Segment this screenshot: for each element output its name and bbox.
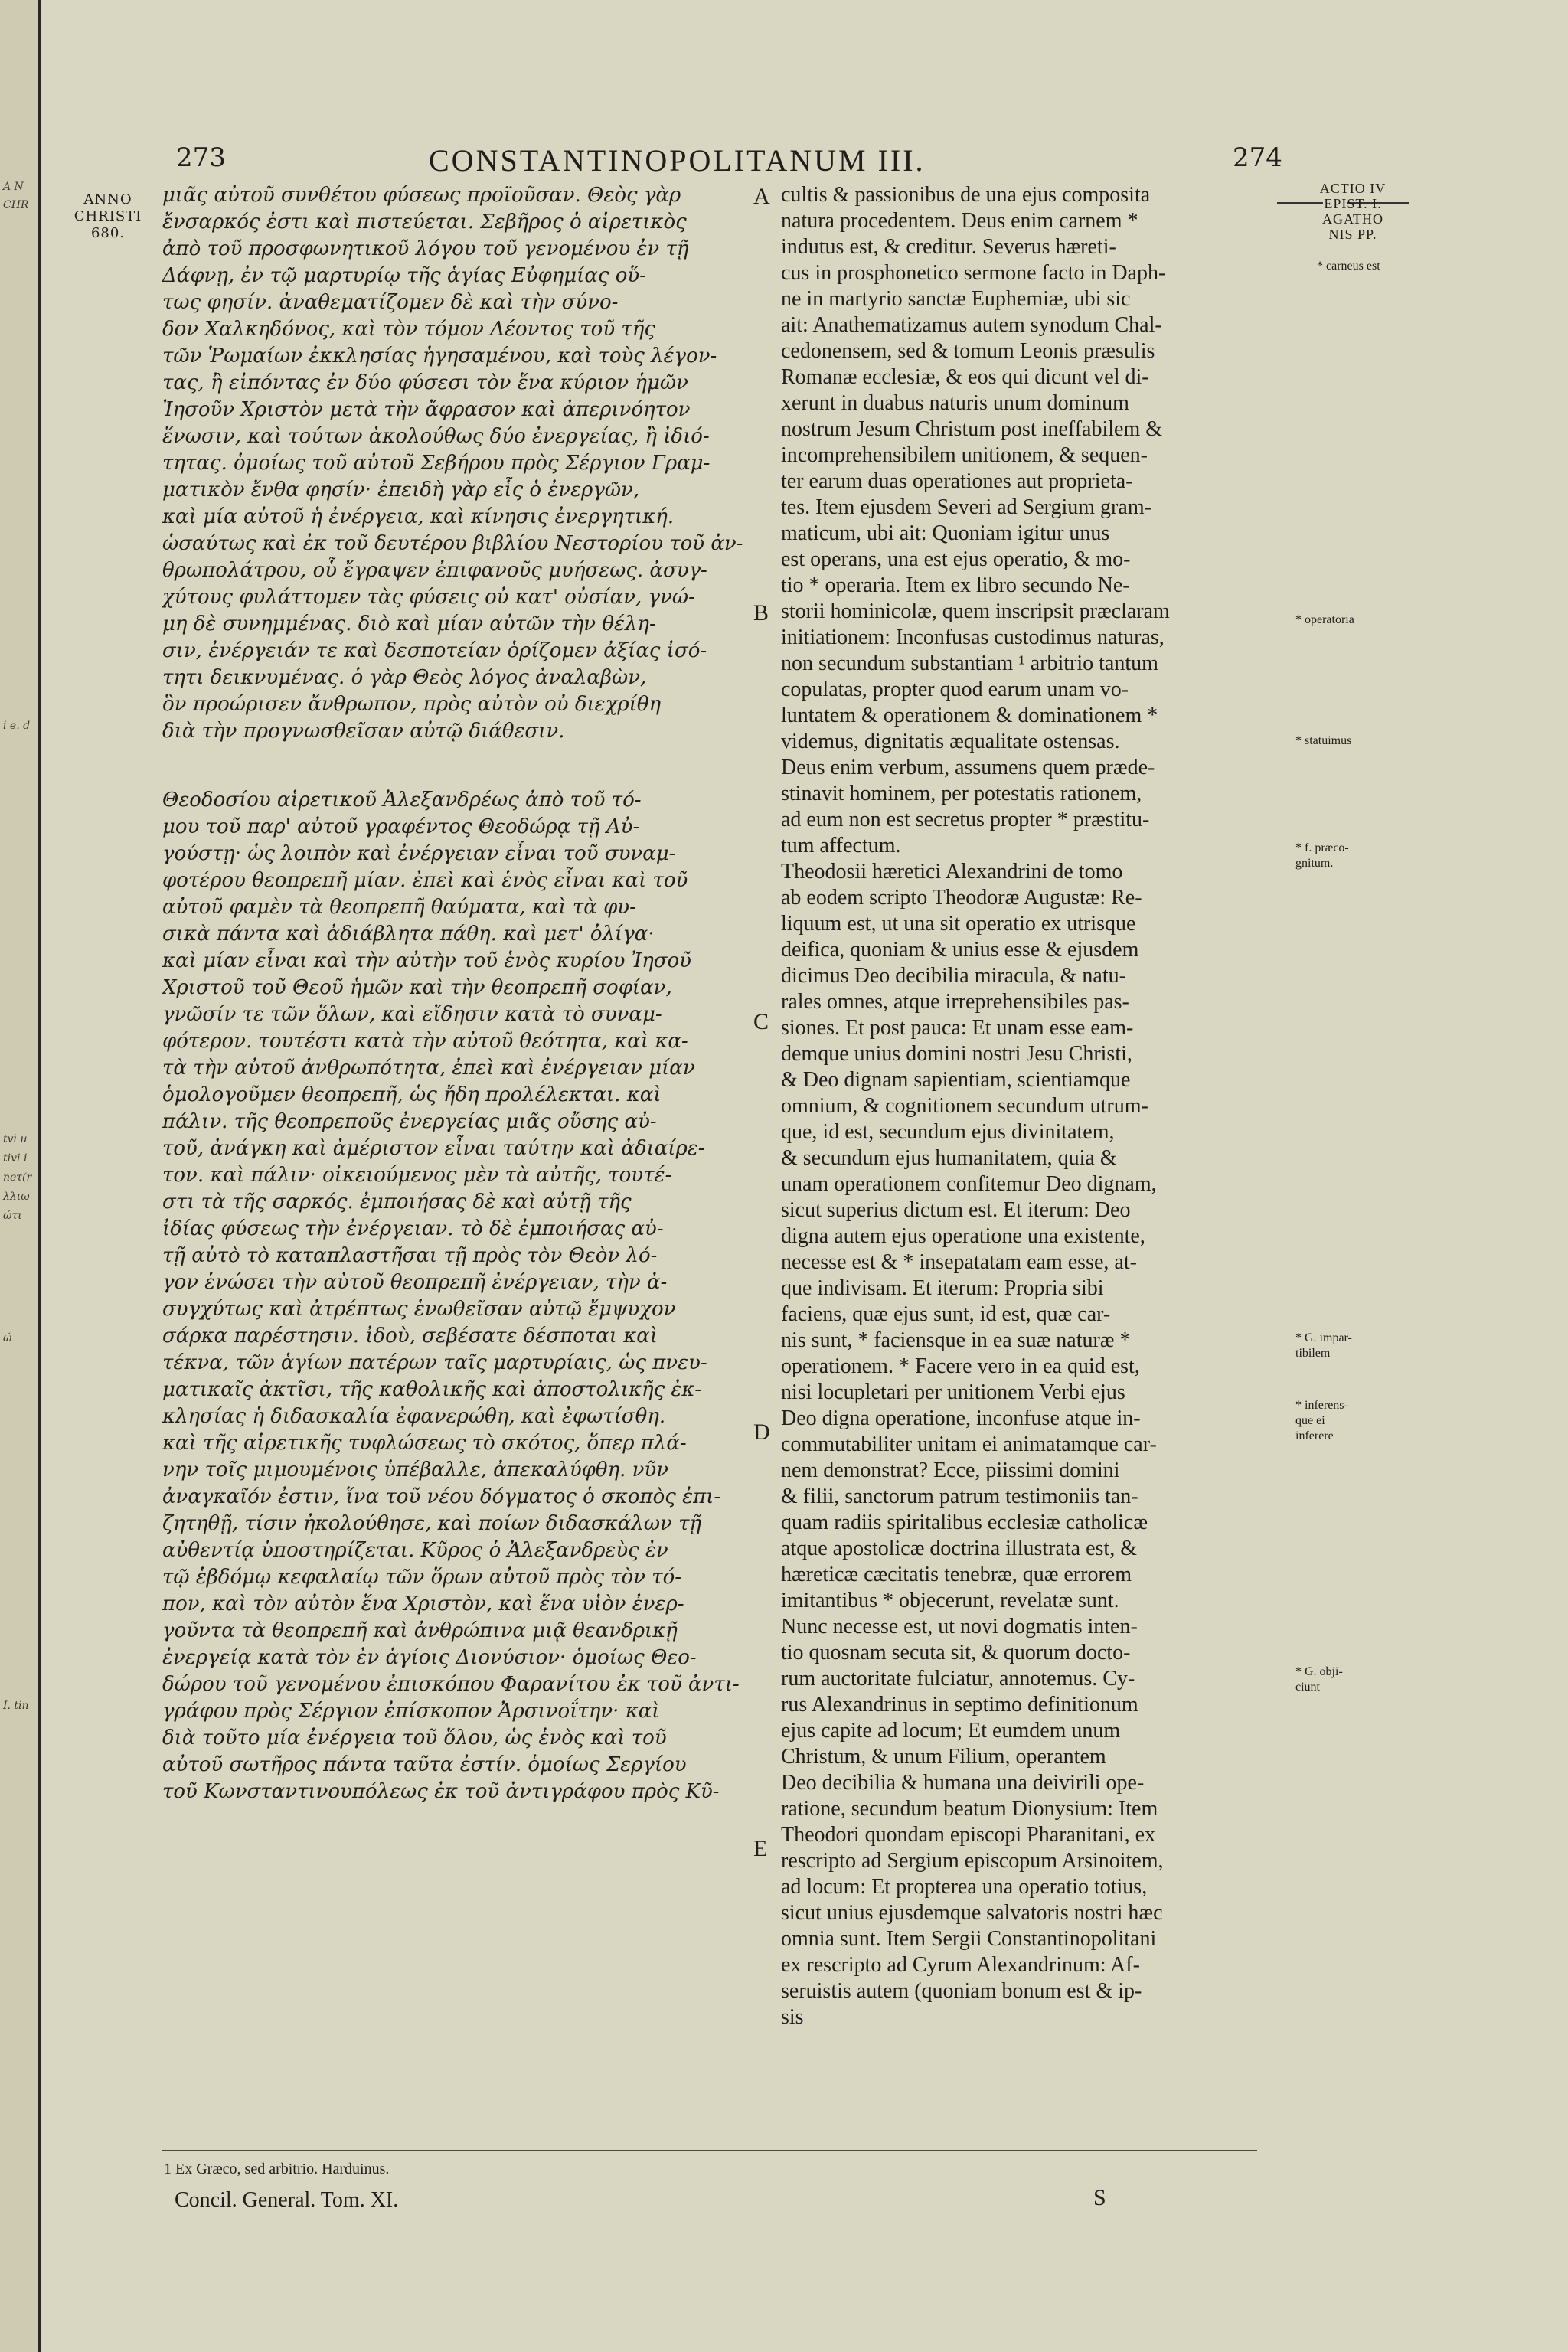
text-line: indutus est, & creditur. Severus hæreti-	[781, 235, 1116, 259]
text-line: ματικαῖς ἀκτῖσι, τῆς καθολικῆς καὶ ἀποστολικῆς ἐκ-	[162, 1378, 702, 1401]
page-number-right: 274	[1233, 142, 1282, 173]
text-line: non secundum substantiam ¹ arbitrio tantum	[781, 652, 1158, 675]
text-line: σάρκα παρέστησιν. ἰδοὺ, σεβέσατε δέσποται καὶ	[162, 1325, 658, 1348]
text-line: γνῶσίν τε τῶν ὅλων, καὶ εἴδησιν κατὰ τὸ συναμ-	[162, 1003, 662, 1026]
text-line: rescripto ad Sergium episcopum Arsinoitem,	[781, 1849, 1164, 1873]
text-line: videmus, dignitatis æqualitate ostensas.	[781, 730, 1120, 753]
text-line: Θεοδοσίου αἱρετικοῦ Ἀλεξανδρέως ἀπὸ τοῦ τό-	[162, 789, 642, 812]
page-number-left: 273	[176, 142, 226, 173]
text-line: γράφου πρὸς Σέργιον ἐπίσκοπον Ἀρσινοΐτην· καὶ	[162, 1700, 660, 1723]
text-line: atque apostolicæ doctrina illustrata est, &	[781, 1537, 1137, 1560]
text-line: omnium, & cognitionem secundum utrum-	[781, 1094, 1148, 1118]
text-line: copulatas, propter quod earum unam vo-	[781, 678, 1129, 701]
text-line: tio quosnam secuta sit, & quorum docto-	[781, 1641, 1131, 1664]
text-line: & secundum ejus humanitatem, quia &	[781, 1146, 1117, 1170]
text-line: rum auctoritate fulciatur, annotemus. Cy-	[781, 1667, 1135, 1690]
text-line: διὰ τοῦτο μία ἐνέργεια τοῦ ὅλου, ὡς ἑνὸς καὶ τοῦ	[162, 1726, 667, 1749]
margin-actio	[1295, 181, 1410, 242]
text-line: stinavit hominem, per potestatis rationem,	[781, 782, 1142, 805]
text-line: ἀναγκαῖόν ἐστιν, ἵνα τοῦ νέου δόγματος ὁ σκοπὸς ἐπι-	[162, 1485, 721, 1508]
text-line: nem demonstrat? Ecce, piissimi domini	[781, 1459, 1120, 1482]
running-title: CONSTANTINOPOLITANUM III.	[429, 143, 926, 178]
actio-line: NIS PP.	[1328, 227, 1377, 242]
text-line: necesse est & * insepatatam eam esse, at-	[781, 1250, 1137, 1274]
signature-line: Concil. General. Tom. XI.	[175, 2188, 399, 2212]
text-line: tio * operaria. Item ex libro secundo Ne-	[781, 573, 1130, 597]
text-line: que, id est, secundum ejus divinitatem,	[781, 1120, 1115, 1144]
text-line: tes. Item ejusdem Severi ad Sergium gram-	[781, 495, 1152, 519]
year-label: 680.	[90, 225, 126, 241]
page-header	[168, 142, 1282, 181]
text-line: digna autem ejus operatione una existente,	[781, 1224, 1145, 1248]
section-marker-e: E	[753, 1836, 768, 1861]
text-line: Christum, & unum Filium, operantem	[781, 1745, 1106, 1769]
text-line: τῇ αὐτὸ τὸ καταπλαστῆσαι τῇ πρὸς τὸν Θεὸν λό-	[162, 1244, 658, 1267]
text-line: Deo digna operatione, inconfuse atque in-	[781, 1406, 1141, 1430]
actio-line: EPIST. I.	[1324, 196, 1382, 211]
text-line: dicimus Deo decibilia miracula, & natu-	[781, 964, 1126, 988]
prev-fragment: ώ	[3, 1332, 12, 1344]
signature-letter: S	[1093, 2185, 1106, 2210]
text-line: ait: Anathematizamus autem synodum Chal-	[781, 313, 1162, 337]
section-marker-c: C	[753, 1009, 769, 1034]
text-line: & filii, sanctorum patrum testimoniis tan-	[781, 1485, 1138, 1508]
text-line: τοῦ, ἀνάγκη καὶ ἀμέριστον εἶναι ταύτην καὶ ἀδιαίρε-	[162, 1137, 705, 1160]
text-line: Deo decibilia & humana una deivirili ope-	[781, 1771, 1145, 1795]
text-line: xerunt in duabus naturis unum dominum	[781, 391, 1129, 415]
prev-fragment: tvi u	[3, 1133, 28, 1145]
prev-fragment: tivi i	[3, 1152, 28, 1165]
text-line: cedonensem, sed & tomum Leonis præsulis	[781, 339, 1155, 363]
text-line: Romanæ ecclesiæ, & eos qui dicunt vel di-	[781, 365, 1149, 389]
text-line: καὶ μία αὐτοῦ ἡ ἐνέργεια, καὶ κίνησις ἐνεργητική.	[162, 505, 675, 528]
text-line: συγχύτως καὶ ἀτρέπτως ἑνωθεῖσαν αὐτῷ ἔμψυχον	[162, 1298, 676, 1321]
text-line: cultis & passionibus de una ejus composita	[781, 183, 1151, 207]
text-line: γοῦντα τὰ θεοπρεπῆ καὶ ἀνθρώπινα μιᾷ θεανδρικῇ	[162, 1619, 678, 1642]
text-line: ματικὸν ἔνθα φησίν· ἐπειδὴ γὰρ εἷς ὁ ἐνεργῶν,	[162, 479, 640, 501]
text-line: ἰδίας φύσεως τὴν ἐνέργειαν. τὸ δὲ ἐμποιήσας αὐ-	[162, 1217, 664, 1240]
text-line: est operans, una est ejus operatio, & mo-	[781, 547, 1131, 571]
text-line: μη δὲ συνημμένας. διὸ καὶ μίαν αὐτῶν τὴν θέλη-	[162, 612, 656, 635]
text-line: cus in prosphonetico sermone facto in Daph-	[781, 261, 1166, 285]
prev-fragment: neτ(r	[3, 1171, 32, 1184]
text-line: hæreticæ cæcitatis tenebræ, quæ errorem	[781, 1563, 1132, 1586]
text-line: κλησίας ἡ διδασκαλία ἐφανερώθη, καὶ ἐφωτίσθη.	[162, 1405, 666, 1428]
text-line: ter earum duas operationes aut proprieta-	[781, 469, 1133, 493]
greek-column	[162, 182, 767, 1805]
text-line: γον ἑνώσει τὴν αὐτοῦ θεοπρεπῆ ἐνέργειαν, τὴν ἀ-	[162, 1271, 668, 1294]
text-line: νην τοῖς μιμουμένοις ὑπέβαλλε, ἀπεκαλύφθη. νῦν	[162, 1459, 669, 1481]
prev-fragment: A N	[3, 181, 24, 193]
text-line: storii hominicolæ, quem inscripsit præclaram	[781, 599, 1170, 623]
footnote: 1 Ex Græco, sed arbitrio. Harduinus.	[164, 2161, 390, 2177]
margin-note-operatoria: * operatoria	[1295, 613, 1354, 626]
margin-note-objiciunt: * G. obji-ciunt	[1295, 1665, 1343, 1694]
text-line: Δάφνῃ, ἐν τῷ μαρτυρίῳ τῆς ἁγίας Εὐφημίας οὕ-	[162, 264, 646, 287]
text-line: quam radiis spiritalibus ecclesiæ catholicæ	[781, 1511, 1148, 1534]
text-line: ex rescripto ad Cyrum Alexandrinum: Af-	[781, 1953, 1140, 1977]
text-line: natura procedentem. Deus enim carnem *	[781, 209, 1138, 233]
text-line: Χριστοῦ τοῦ Θεοῦ ἡμῶν καὶ τὴν θεοπρεπῆ σοφίαν,	[162, 976, 672, 999]
text-line: μου τοῦ παρ' αὐτοῦ γραφέντος Θεοδώρᾳ τῇ Αὐ-	[162, 815, 640, 838]
text-line: nostrum Jesum Christum post ineffabilem &	[781, 417, 1163, 441]
text-line: θρωπολάτρου, οὗ ἔγραψεν ἐπιφανοῦς μυήσεως. ἀσυγ-	[162, 559, 707, 582]
text-line: τον. καὶ πάλιν· οἰκειούμενος μὲν τὰ αὐτῆς, τουτέ-	[162, 1164, 672, 1187]
section-marker-d: D	[753, 1419, 770, 1445]
text-line: ἕνωσιν, καὶ τούτων ἀκολούθως δύο ἐνεργείας, ἢ ἰδιό-	[162, 425, 710, 448]
text-line: τητας. ὁμοίως τοῦ αὐτοῦ Σεβήρου πρὸς Σέργιον Γραμ-	[162, 452, 710, 475]
latin-column	[781, 182, 1271, 2030]
text-line: incomprehensibilem unitionem, & sequen-	[781, 443, 1148, 467]
text-line: στι τὰ τῆς σαρκός. ἐμποιήσας δὲ καὶ αὐτῇ τῆς	[162, 1191, 632, 1214]
text-line: & Deo dignam sapientiam, scientiamque	[781, 1068, 1131, 1092]
text-line: que indivisam. Et iterum: Propria sibi	[781, 1276, 1104, 1300]
text-line: γούστῃ· ὡς λοιπὸν καὶ ἐνέργειαν εἶναι τοῦ συναμ-	[162, 842, 676, 865]
text-line: τὰ τὴν αὐτοῦ ἀνθρωπότητα, ἐπεὶ καὶ ἐνέργειαν μίαν	[162, 1057, 695, 1080]
text-line: πον, καὶ τὸν αὐτὸν ἕνα Χριστὸν, καὶ ἕνα υἱὸν ἐνερ-	[162, 1592, 684, 1615]
text-line: liquum est, ut una sit operatio ex utrisque	[781, 912, 1136, 936]
text-line: maticum, ubi ait: Quoniam igitur unus	[781, 521, 1110, 545]
text-line: αὐθεντίᾳ ὑποστηρίζεται. Κῦρος ὁ Ἀλεξανδρεὺς ἐν	[162, 1539, 668, 1562]
prev-fragment: ώτι	[3, 1210, 22, 1222]
text-line: ὁμολογοῦμεν θεοπρεπῆ, ὡς ἤδη προλέλεκται. καὶ	[162, 1083, 662, 1106]
text-line: φότερον. τουτέστι κατὰ τὴν αὐτοῦ θεότητα, καὶ κα-	[162, 1030, 688, 1053]
text-line: Deus enim verbum, assumens quem præde-	[781, 756, 1155, 779]
text-line: δώρου τοῦ γενομένου ἐπισκόπου Φαρανίτου ἐκ τοῦ ἀντι-	[162, 1673, 740, 1696]
text-line: τητι δεικνυμένας. ὁ γὰρ Θεὸς λόγος ἀναλαβὼν,	[162, 666, 647, 689]
anno-label: ANNO	[83, 191, 132, 207]
text-line: deifica, quoniam & unius esse & ejusdem	[781, 938, 1139, 962]
text-line: χύτους φυλάττομεν τὰς φύσεις οὐ κατ' οὐσίαν, γνώ-	[162, 586, 695, 609]
text-line: omnia sunt. Item Sergii Constantinopolitani	[781, 1927, 1157, 1951]
text-line: σιν, ἐνέργειάν τε καὶ δεσποτείαν ὁρίζομεν ἀξίας ἰσό-	[162, 639, 707, 662]
text-line: ἔνσαρκός ἐστι καὶ πιστεύεται. Σεβῆρος ὁ αἱρετικὸς	[162, 211, 687, 234]
text-line: Ἰησοῦν Χριστὸν μετὰ τὴν ἄφρασον καὶ ἀπερινόητον	[162, 398, 691, 421]
text-line: sis	[781, 2005, 804, 2029]
text-line	[162, 745, 767, 787]
text-line: δον Χαλκηδόνος, καὶ τὸν τόμον Λέοντος τοῦ τῆς	[162, 318, 655, 341]
text-line: καὶ τῆς αἱρετικῆς τυφλώσεως τὸ σκότος, ὅπερ πλά-	[162, 1432, 687, 1455]
prev-fragment: λλιω	[3, 1191, 30, 1203]
text-line: initiationem: Inconfusas custodimus naturas,	[781, 626, 1165, 649]
text-line: τοῦ Κωνσταντινουπόλεως ἐκ τοῦ ἀντιγράφου πρὸς Κῦ-	[162, 1780, 720, 1803]
text-line: ὃν προώρισεν ἄνθρωπον, πρὸς αὐτὸν οὐ διεχρίθη	[162, 693, 662, 716]
text-line: unam operationem confitemur Deo dignam,	[781, 1172, 1157, 1196]
text-line: nisi locupletari per unitionem Verbi ejus	[781, 1380, 1125, 1404]
prev-fragment: I. tin	[3, 1700, 29, 1712]
text-line: Nunc necesse est, ut novi dogmatis inten-	[781, 1615, 1138, 1638]
text-line: siones. Et post pauca: Et unam esse eam-	[781, 1016, 1134, 1040]
text-line: μιᾶς αὐτοῦ συνθέτου φύσεως προϊοῦσαν. Θεὸς γὰρ	[162, 184, 681, 207]
text-line: ratione, secundum beatum Dionysium: Item	[781, 1797, 1158, 1821]
text-line: αὐτοῦ σωτῆρος πάντα ταῦτα ἐστίν. ὁμοίως Σεργίου	[162, 1753, 687, 1776]
text-line: commutabiliter unitam ei animatamque car-	[781, 1432, 1157, 1456]
footnote-rule	[162, 2150, 1257, 2151]
christi-label: CHRISTI	[74, 208, 142, 224]
margin-note-statuimus: * statuimus	[1295, 734, 1352, 747]
anno-christi	[74, 191, 142, 242]
text-line: τῷ ἑβδόμῳ κεφαλαίῳ τῶν ὅρων αὐτοῦ πρὸς τὸν τό-	[162, 1566, 682, 1589]
text-line: imitantibus * objecerunt, revelatæ sunt.	[781, 1589, 1119, 1612]
text-line: demque unius domini nostri Jesu Christi,	[781, 1042, 1132, 1066]
margin-note-carneus: * carneus est	[1317, 260, 1380, 273]
margin-note-impartibilem: * G. impar-tibilem	[1295, 1331, 1352, 1360]
previous-page-edge	[0, 0, 41, 2352]
text-line: ζητηθῇ, τίσιν ἠκολούθησε, καὶ ποίων διδασκάλων τῇ	[162, 1512, 702, 1535]
text-line: διὰ τὴν προγνωσθεῖσαν αὐτῷ διάθεσιν.	[162, 720, 565, 743]
text-line: τέκνα, τῶν ἁγίων πατέρων ταῖς μαρτυρίαις, ὡς πνευ-	[162, 1351, 707, 1374]
text-line: αὐτοῦ φαμὲν τὰ θεοπρεπῆ θαύματα, καὶ τὰ φυ-	[162, 896, 636, 919]
text-line: sicut superius dictum est. Et iterum: Deo	[781, 1198, 1131, 1222]
margin-note-praecognitum: * f. præco-gnitum.	[1295, 841, 1349, 870]
text-line: Theodosii hæretici Alexandrini de tomo	[781, 860, 1123, 884]
section-marker-a: A	[753, 184, 770, 209]
actio-line: ACTIO IV	[1319, 181, 1387, 196]
text-line: sicut unius ejusdemque salvatoris nostri hæc	[781, 1901, 1163, 1925]
text-line: τῶν Ῥωμαίων ἐκκλησίας ἡγησαμένου, καὶ τοὺς λέγον-	[162, 345, 717, 368]
text-line: ἐνεργείᾳ κατὰ τὸν ἐν ἁγίοις Διονύσιον· ὁμοίως Θεο-	[162, 1646, 697, 1669]
text-line: καὶ μίαν εἶναι καὶ τὴν αὐτὴν τοῦ ἑνὸς κυρίου Ἰησοῦ	[162, 949, 691, 972]
actio-line: AGATHO	[1322, 211, 1383, 227]
text-line: ὡσαύτως καὶ ἐκ τοῦ δευτέρου βιβλίου Νεστορίου τοῦ ἀν-	[162, 532, 743, 555]
text-line: operationem. * Facere vero in ea quid est,	[781, 1354, 1140, 1378]
text-line: ab eodem scripto Theodoræ Augustæ: Re-	[781, 886, 1142, 910]
text-line: tum affectum.	[781, 834, 901, 858]
text-line: σικὰ πάντα καὶ ἀδιάβλητα πάθη. καὶ μετ' ὀλίγα·	[162, 923, 655, 946]
prev-fragment: CHR	[3, 199, 29, 211]
text-line: nis sunt, * faciensque in ea suæ naturæ *	[781, 1328, 1131, 1352]
text-line: faciens, quæ ejus sunt, id est, quæ car-	[781, 1302, 1111, 1326]
text-line: rales omnes, atque irreprehensibiles pas-	[781, 990, 1129, 1014]
text-line: τας, ἢ εἰπόντας ἐν δύο φύσεσι τὸν ἕνα κύριον ἡμῶν	[162, 371, 688, 394]
text-line: ejus capite ad locum; Et eumdem unum	[781, 1719, 1121, 1743]
text-line: luntatem & operationem & dominationem *	[781, 704, 1158, 727]
text-line: seruistis autem (quoniam bonum est & ip-	[781, 1979, 1142, 2003]
text-line: ad locum: Et propterea una operatio totius,	[781, 1875, 1148, 1899]
text-line: ne in martyrio sanctæ Euphemiæ, ubi sic	[781, 287, 1131, 311]
text-line: πάλιν. τῆς θεοπρεποῦς ἐνεργείας μιᾶς οὔσης αὐ-	[162, 1110, 657, 1133]
section-marker-b: B	[753, 600, 769, 626]
text-line: ad eum non est secretus propter * præstitu-	[781, 808, 1150, 831]
margin-note-inferensque: * inferens-que ei inferere	[1295, 1399, 1348, 1442]
text-line: φοτέρου θεοπρεπῆ μίαν. ἐπεὶ καὶ ἑνὸς εἶναι καὶ τοῦ	[162, 869, 688, 892]
text-line: τως φησίν. ἀναθεματίζομεν δὲ καὶ τὴν σύνο-	[162, 291, 619, 314]
text-line: ἀπὸ τοῦ προσφωνητικοῦ λόγου τοῦ γενομένου ἐν τῇ	[162, 237, 689, 260]
prev-fragment: i e. d	[3, 720, 31, 732]
text-line: Theodori quondam episcopi Pharanitani, ex	[781, 1823, 1156, 1847]
text-line: rus Alexandrinus in septimo definitionum	[781, 1693, 1138, 1717]
